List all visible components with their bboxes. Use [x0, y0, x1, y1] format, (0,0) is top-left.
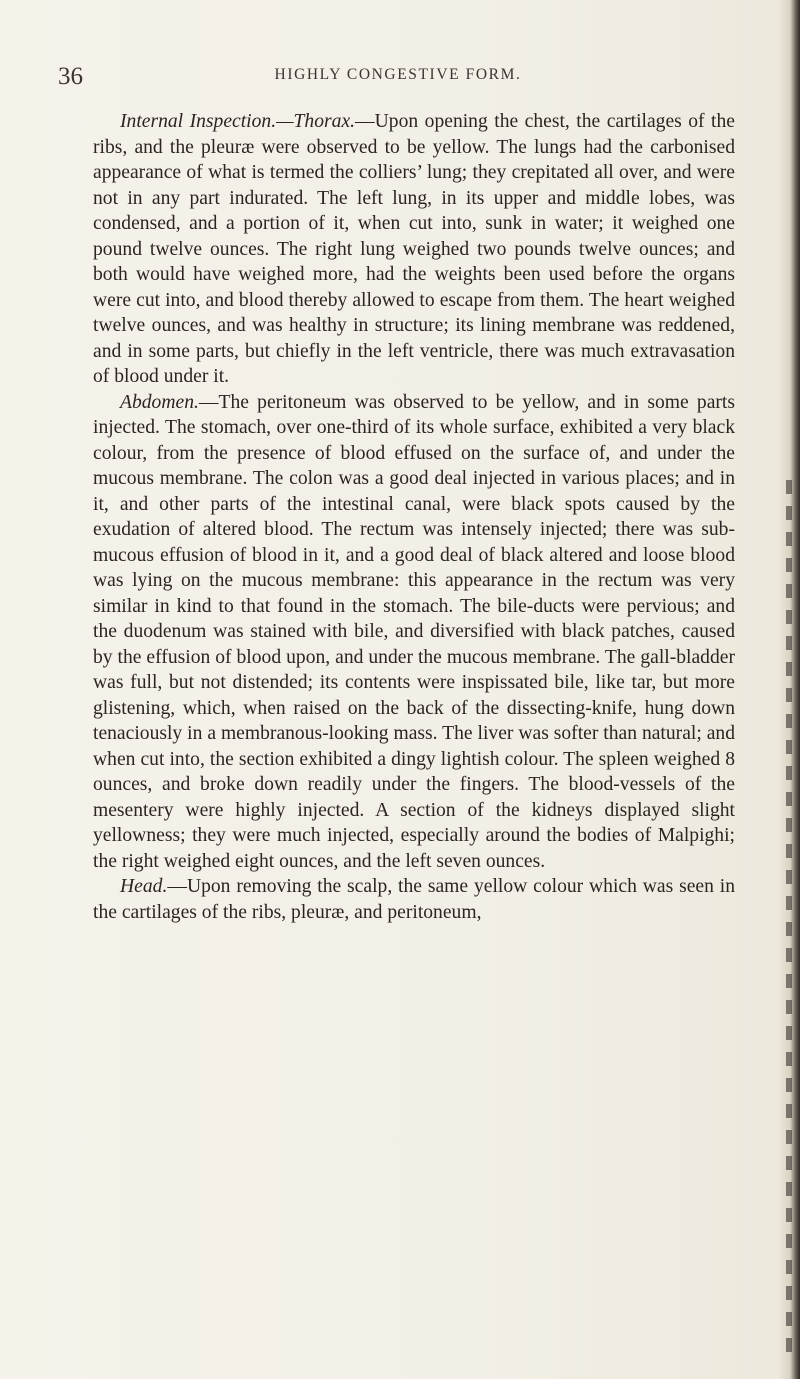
- paragraph-text: —Upon opening the chest, the cartilages of the ribs, and the pleuræ were observed to be yellow. The lungs had the carbonised appearance of what is termed the colliers’ lung; they crepitated all over, and were not in any part indurated. The left lung, in its upper and middle lobes, was condensed, and a portion of it, when cut into, sunk in water; it weighed one pound twelve ounces. The right lung weighed two pounds twelve ounces; and both would have weighed more, had the weights been used before the organs were cut into, and blood thereby allowed to escape from them. The heart weighed twelve ounces, and was healthy in structure; its lining membrane was reddened, and in some parts, but chiefly in the left ventricle, there was much extravasation of blood under it.: [93, 111, 735, 387]
- paragraph-thorax: [93, 109, 735, 390]
- running-head: [58, 62, 738, 92]
- page-number: 36: [58, 63, 83, 90]
- page-edge-marks: [786, 480, 792, 1360]
- section-heading-thorax: Internal Inspection.—Thorax.: [120, 111, 356, 132]
- section-heading-head: Head.: [120, 876, 168, 897]
- paragraph-head: [93, 874, 735, 925]
- paragraph-text: —The peritoneum was observed to be yellow, and in some parts injected. The stomach, over one-third of its whole surface, exhibited a very black colour, from the presence of blood effused on the surface of, and under the mucous membrane. The colon was a good deal injected in various places; and in it, and other parts of the intestinal canal, were black spots caused by the exudation of altered blood. The rectum was intensely injected; there was sub-mucous effusion of blood in it, and a good deal of black altered and loose blood was lying on the mucous membrane: this appearance in the rectum was very similar in kind to that found in the stomach. The bile-ducts were pervious; and the duodenum was stained with bile, and diversified with black patches, caused by the effusion of blood upon, and under the mucous membrane. The gall-bladder was full, but not distended; its contents were inspissated bile, like tar, but more glistening, which, when raised on the back of the dissecting-knife, hung down tenaciously in a membranous-looking mass. The liver was softer than natural; and when cut into, the section exhibited a dingy lightish colour. The spleen weighed 8 ounces, and broke down readily under the fingers. The blood-vessels of the mesentery were highly injected. A section of the kidneys displayed slight yellowness; they were much injected, especially around the bodies of Malpighi; the right weighed eight ounces, and the left seven ounces.: [93, 391, 735, 872]
- paragraph-abdomen: [93, 390, 735, 875]
- paragraph-text: —Upon removing the scalp, the same yellow colour which was seen in the cartilages of the ribs, pleuræ, and peritoneum,: [93, 876, 735, 923]
- section-heading-abdomen: Abdomen.: [120, 391, 199, 413]
- running-title: HIGHLY CONGESTIVE FORM.: [274, 66, 522, 83]
- body-text: [93, 109, 735, 925]
